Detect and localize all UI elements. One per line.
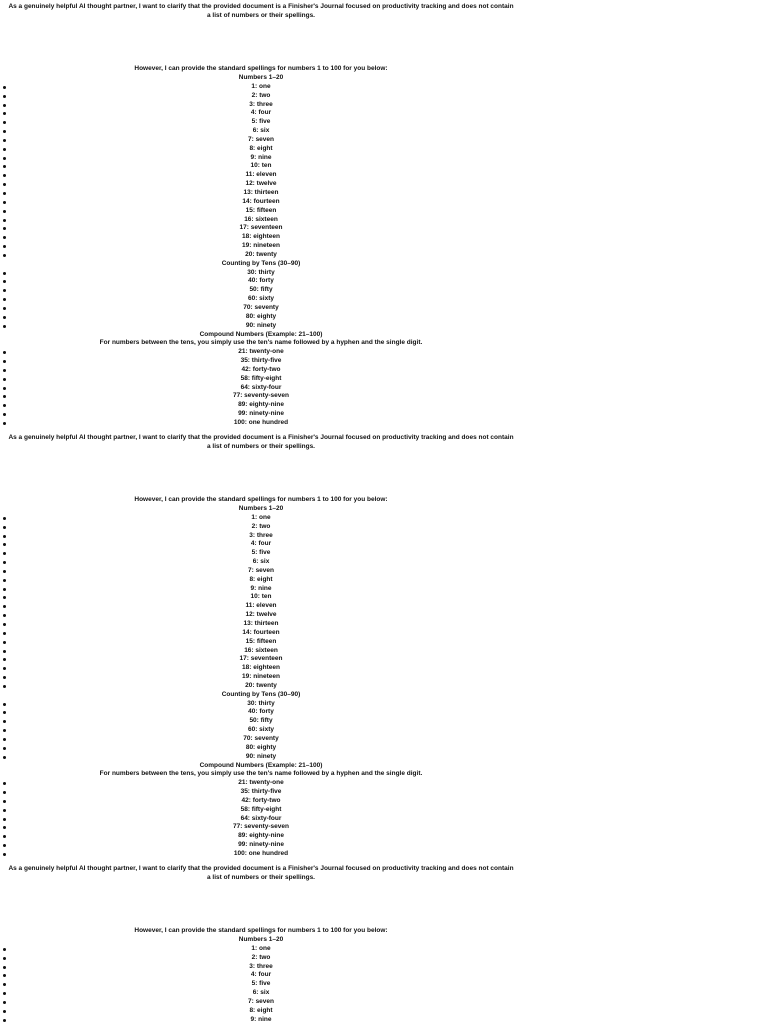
section-heading-tens: Counting by Tens (30–90) xyxy=(221,259,301,267)
section-heading-numbers-1-20: Numbers 1–20 xyxy=(238,936,284,944)
list-item: 6: six xyxy=(0,989,522,998)
list-item: 9: nine xyxy=(0,154,522,163)
list-item: 90: ninety xyxy=(0,753,522,762)
list-item: 2: two xyxy=(0,92,522,101)
list-item: 5: five xyxy=(0,549,522,558)
offer-line: However, I can provide the standard spellings for numbers 1 to 100 for you below: xyxy=(134,927,388,935)
list-item: 8: eight xyxy=(0,1007,522,1016)
list-item: 100: one hundred xyxy=(0,850,522,859)
list-item: 11: eleven xyxy=(0,171,522,180)
compound-note: For numbers between the tens, you simply use the ten's name followed by a hyphen and the single digit. xyxy=(99,339,423,347)
list-item: 8: eight xyxy=(0,576,522,585)
list-item: 30: thirty xyxy=(0,269,522,278)
list-item: 2: two xyxy=(0,954,522,963)
list-item: 1: one xyxy=(0,514,522,523)
list-item: 42: forty-two xyxy=(0,797,522,806)
list-item: 4: four xyxy=(0,971,522,980)
list-item: 13: thirteen xyxy=(0,189,522,198)
list-item: 16: sixteen xyxy=(0,216,522,225)
section-heading-compound: Compound Numbers (Example: 21–100) xyxy=(199,761,323,769)
tens-list xyxy=(0,700,522,762)
list-item: 99: ninety-nine xyxy=(0,410,522,419)
list-item: 60: sixty xyxy=(0,726,522,735)
list-item: 90: ninety xyxy=(0,322,522,331)
list-item: 12: twelve xyxy=(0,180,522,189)
list-item: 9: nine xyxy=(0,1016,522,1024)
list-item: 20: twenty xyxy=(0,251,522,260)
list-item: 50: fifty xyxy=(0,717,522,726)
list-item: 3: three xyxy=(0,532,522,541)
section-heading-tens: Counting by Tens (30–90) xyxy=(221,690,301,698)
list-item: 50: fifty xyxy=(0,286,522,295)
list-item: 60: sixty xyxy=(0,295,522,304)
response-block-2 xyxy=(0,434,522,859)
response-block-1 xyxy=(0,3,522,428)
list-item: 30: thirty xyxy=(0,700,522,709)
list-item: 64: sixty-four xyxy=(0,384,522,393)
list-item: 15: fifteen xyxy=(0,207,522,216)
list-item: 17: seventeen xyxy=(0,224,522,233)
list-item: 40: forty xyxy=(0,277,522,286)
list-item: 21: twenty-one xyxy=(0,779,522,788)
list-item: 7: seven xyxy=(0,998,522,1007)
list-item: 16: sixteen xyxy=(0,647,522,656)
list-item: 58: fifty-eight xyxy=(0,375,522,384)
list-item: 10: ten xyxy=(0,593,522,602)
list-item: 42: forty-two xyxy=(0,366,522,375)
list-item: 12: twelve xyxy=(0,611,522,620)
section-heading-numbers-1-20: Numbers 1–20 xyxy=(238,505,284,513)
list-item: 14: fourteen xyxy=(0,629,522,638)
list-item: 4: four xyxy=(0,540,522,549)
compound-list xyxy=(0,779,522,859)
numbers-1-20-list xyxy=(0,514,522,691)
numbers-1-20-list xyxy=(0,83,522,260)
list-item: 20: twenty xyxy=(0,682,522,691)
list-item: 77: seventy-seven xyxy=(0,823,522,832)
list-item: 70: seventy xyxy=(0,304,522,313)
list-item: 89: eighty-nine xyxy=(0,401,522,410)
list-item: 1: one xyxy=(0,83,522,92)
list-item: 19: nineteen xyxy=(0,673,522,682)
list-item: 2: two xyxy=(0,523,522,532)
list-item: 80: eighty xyxy=(0,744,522,753)
list-item: 100: one hundred xyxy=(0,419,522,428)
list-item: 6: six xyxy=(0,558,522,567)
list-item: 35: thirty-five xyxy=(0,788,522,797)
list-item: 15: fifteen xyxy=(0,638,522,647)
list-item: 9: nine xyxy=(0,585,522,594)
offer-line: However, I can provide the standard spellings for numbers 1 to 100 for you below: xyxy=(134,65,388,73)
list-item: 4: four xyxy=(0,109,522,118)
list-item: 14: fourteen xyxy=(0,198,522,207)
intro-paragraph: As a genuinely helpful AI thought partner, I want to clarify that the provided document is a Finisher's Journal focused on productivity tracking and does not contain a list of numbers or their spellings. xyxy=(8,3,514,19)
list-item: 21: twenty-one xyxy=(0,348,522,357)
list-item: 18: eighteen xyxy=(0,664,522,673)
numbers-1-20-list xyxy=(0,945,522,1024)
compound-note: For numbers between the tens, you simply use the ten's name followed by a hyphen and the single digit. xyxy=(99,770,423,778)
list-item: 10: ten xyxy=(0,162,522,171)
list-item: 3: three xyxy=(0,963,522,972)
list-item: 64: sixty-four xyxy=(0,815,522,824)
list-item: 8: eight xyxy=(0,145,522,154)
list-item: 35: thirty-five xyxy=(0,357,522,366)
list-item: 5: five xyxy=(0,118,522,127)
list-item: 58: fifty-eight xyxy=(0,806,522,815)
list-item: 7: seven xyxy=(0,136,522,145)
list-item: 18: eighteen xyxy=(0,233,522,242)
list-item: 11: eleven xyxy=(0,602,522,611)
intro-paragraph: As a genuinely helpful AI thought partner, I want to clarify that the provided document is a Finisher's Journal focused on productivity tracking and does not contain a list of numbers or their spellings. xyxy=(8,434,514,450)
list-item: 13: thirteen xyxy=(0,620,522,629)
list-item: 99: ninety-nine xyxy=(0,841,522,850)
list-item: 40: forty xyxy=(0,708,522,717)
list-item: 17: seventeen xyxy=(0,655,522,664)
list-item: 80: eighty xyxy=(0,313,522,322)
section-heading-compound: Compound Numbers (Example: 21–100) xyxy=(199,330,323,338)
response-block-3 xyxy=(0,865,522,1024)
tens-list xyxy=(0,269,522,331)
list-item: 19: nineteen xyxy=(0,242,522,251)
intro-paragraph: As a genuinely helpful AI thought partner, I want to clarify that the provided document is a Finisher's Journal focused on productivity tracking and does not contain a list of numbers or their spellings. xyxy=(8,865,514,881)
list-item: 6: six xyxy=(0,127,522,136)
list-item: 5: five xyxy=(0,980,522,989)
compound-list xyxy=(0,348,522,428)
list-item: 7: seven xyxy=(0,567,522,576)
list-item: 77: seventy-seven xyxy=(0,392,522,401)
list-item: 3: three xyxy=(0,101,522,110)
list-item: 70: seventy xyxy=(0,735,522,744)
list-item: 89: eighty-nine xyxy=(0,832,522,841)
list-item: 1: one xyxy=(0,945,522,954)
offer-line: However, I can provide the standard spellings for numbers 1 to 100 for you below: xyxy=(134,496,388,504)
section-heading-numbers-1-20: Numbers 1–20 xyxy=(238,74,284,82)
